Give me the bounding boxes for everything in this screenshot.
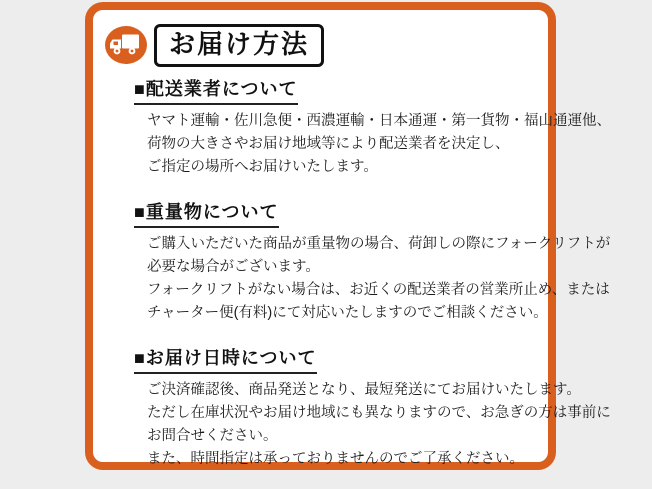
section-heavy-items-body xyxy=(147,233,611,325)
section-carriers-body xyxy=(147,110,611,179)
body-line: また、時間指定は承っておりませんのでご了承ください。 xyxy=(147,450,524,467)
body-line: ご決済確認後、商品発送となり、最短発送にてお届けいたします。 xyxy=(147,381,581,398)
panel-header xyxy=(105,24,548,67)
body-line: ヤマト運輸・佐川急便・西濃運輸・日本通運・第一貨物・福山通運他、 xyxy=(147,112,611,129)
body-line: 必要な場合がございます。 xyxy=(147,258,320,275)
body-line: ただし在庫状況やお届け地域にも異なりますので、お急ぎの方は事前に xyxy=(147,404,611,421)
section-carriers-heading: ■配送業者について xyxy=(134,75,298,105)
body-line: 荷物の大きさやお届け地域等により配送業者を決定し、 xyxy=(147,135,510,152)
section-gap xyxy=(93,325,548,336)
truck-icon xyxy=(105,26,147,64)
section-carriers xyxy=(93,67,611,179)
body-line: フォークリフトがない場合は、お近くの配送業者の営業所止め、または xyxy=(147,281,610,298)
body-line: お問合せください。 xyxy=(147,427,278,444)
body-line: ご購入いただいた商品が重量物の場合、荷卸しの際にフォークリフトが xyxy=(147,235,611,252)
delivery-info-panel xyxy=(85,2,611,470)
body-line: チャーター便(有料)にて対応いたしますのでご相談ください。 xyxy=(147,304,548,321)
section-gap xyxy=(93,179,548,190)
body-line: ご指定の場所へお届けいたします。 xyxy=(147,158,378,175)
section-delivery-date-body xyxy=(147,379,611,471)
section-heavy-items xyxy=(93,190,611,325)
section-delivery-date-heading: ■お届け日時について xyxy=(134,344,317,374)
section-heavy-items-heading: ■重量物について xyxy=(134,198,279,228)
section-delivery-date xyxy=(93,336,611,471)
page-title: お届け方法 xyxy=(154,24,324,67)
